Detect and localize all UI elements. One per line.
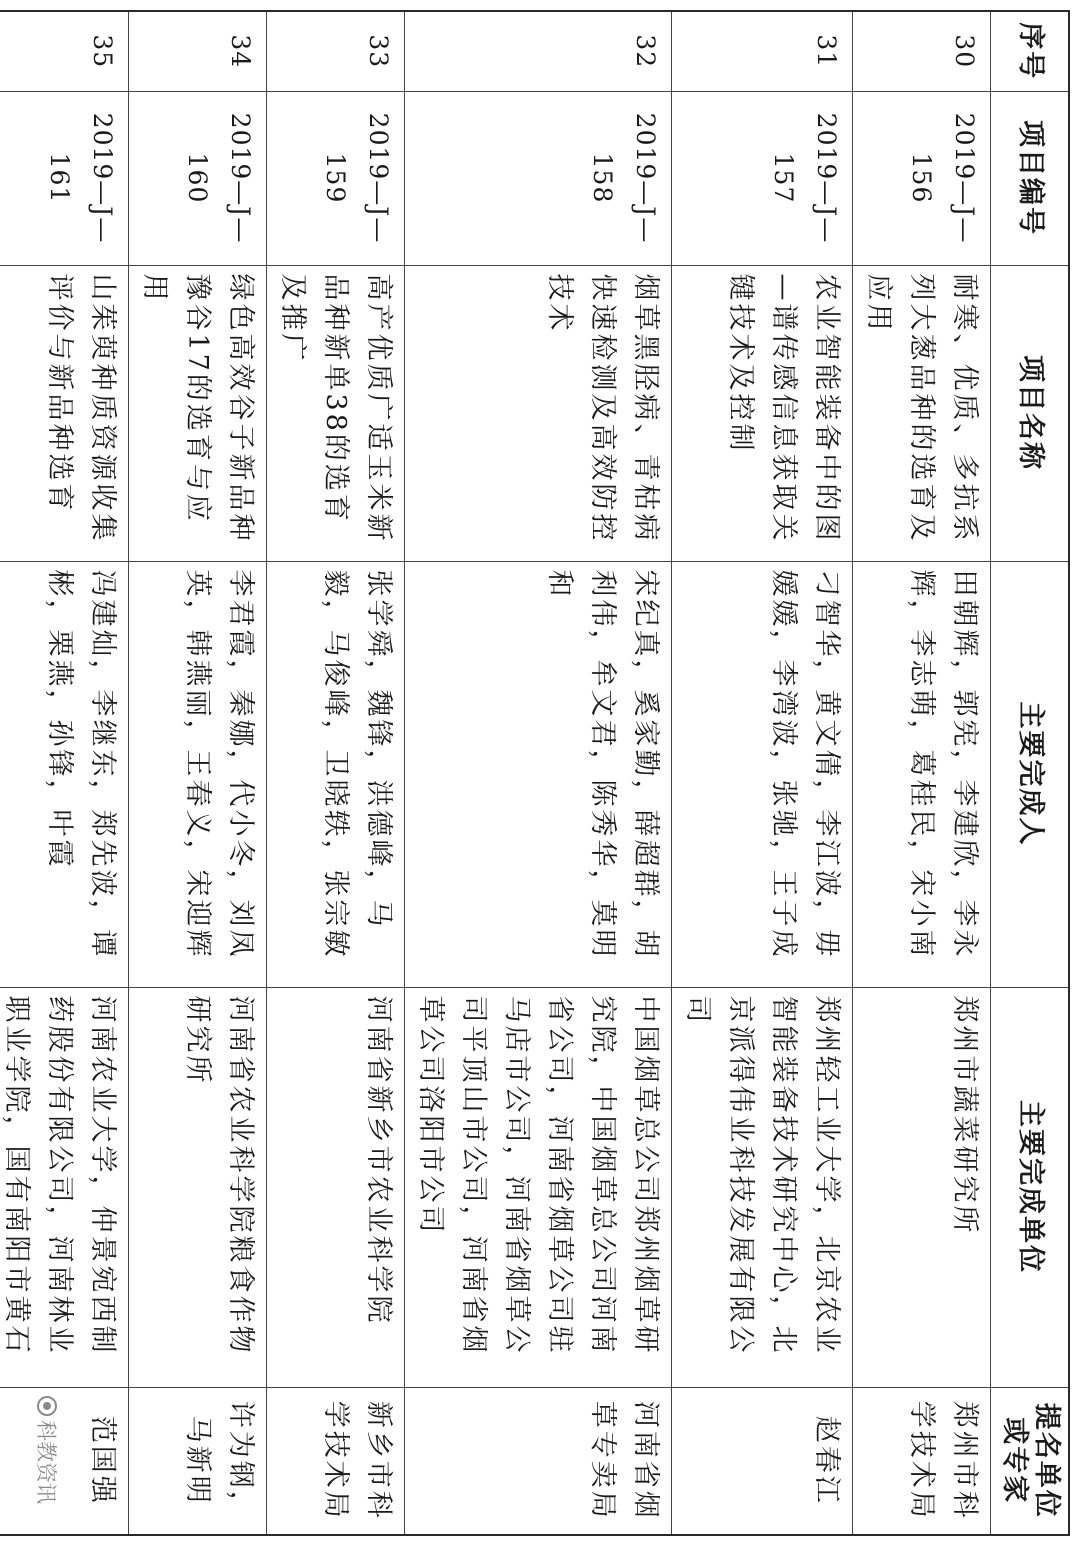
cell-recommender: 河南省烟草专卖局 [405,1387,672,1535]
cell-seq: 35 [0,11,129,91]
cell-recommender: 许为钢，马新明 [129,1387,267,1535]
cell-people: 刁智华，黄文倩，李江波，毋媛媛，李湾波，张驰，王子成 [672,561,853,987]
cell-people: 李君霞，秦娜，代小冬，刘凤英，韩燕丽，王春义，宋迎辉 [129,561,267,987]
header-people: 主要完成人 [991,561,1069,987]
cell-people: 宋纪真，奚家勤，薛超群，胡利伟，牟文君，陈秀华，莫明和 [405,561,672,987]
cell-code: 2019—J—160 [129,91,267,265]
header-name: 项目名称 [991,265,1069,561]
cell-code: 2019—J—157 [672,91,853,265]
cell-recommender: 郑州市科学技术局 [853,1387,991,1535]
table-row [0,11,129,1535]
cell-recommender: 范国强 [0,1387,129,1535]
cell-name: 耐寒、优质、多抗系列大葱品种的选育及应用 [853,265,991,561]
cell-seq: 31 [672,11,853,91]
table-row [129,11,267,1535]
cell-seq: 33 [267,11,405,91]
cell-code: 2019—J—161 [0,91,129,265]
cell-units: 郑州市蔬菜研究所 [853,987,991,1387]
watermark [32,1396,62,1512]
watermark-text: 科教资讯 [34,1420,58,1504]
header-seq: 序号 [991,11,1069,91]
table-row [267,11,405,1535]
cell-seq: 34 [129,11,267,91]
cell-code: 2019—J—158 [405,91,672,265]
cell-units: 河南省新乡市农业科学院 [267,987,405,1387]
cell-code: 2019—J—156 [853,91,991,265]
cell-name: 烟草黑胫病、青枯病快速检测及高效防控技术 [405,265,672,561]
cell-seq: 30 [853,11,991,91]
header-units: 主要完成单位 [991,987,1069,1387]
cell-people: 张学舜，魏锋，洪德峰，马毅，马俊峰，卫晓轶，张宗敏 [267,561,405,987]
table-row [853,11,991,1535]
cell-units: 郑州轻工业大学，北京农业智能装备技术研究中心，北京派得伟业科技发展有限公司 [672,987,853,1387]
cell-recommender: 赵春江 [672,1387,853,1535]
cell-units: 河南农业大学，仲景宛西制药股份有限公司，河南林业职业学院，国有南阳市黄石 [0,987,129,1387]
cell-people: 田朝辉，郭宪，李建欣，李永辉，李志萌，葛桂民，宋小南 [853,561,991,987]
table-row [672,11,853,1535]
cell-units: 河南省农业科学院粮食作物研究所 [129,987,267,1387]
header-code: 项目编号 [991,91,1069,265]
award-table [0,10,1070,1536]
header-recommender: 提名单位或专家 [991,1387,1069,1535]
cell-name: 山茱萸种质资源收集评价与新品种选育 [0,265,129,561]
wechat-icon [37,1396,57,1416]
cell-code: 2019—J—159 [267,91,405,265]
header-row [991,11,1069,1535]
table-row [405,11,672,1535]
cell-name: 农业智能装备中的图—谱传感信息获取关键技术及控制 [672,265,853,561]
cell-recommender: 新乡市科学技术局 [267,1387,405,1535]
cell-name: 绿色高效谷子新品种豫谷17的选育与应用 [129,265,267,561]
cell-name: 高产优质广适玉米新品种新单38的选育及推广 [267,265,405,561]
cell-seq: 32 [405,11,672,91]
cell-people: 冯建灿，李继东，郑先波，谭彬，栗燕，孙锋，叶霞 [0,561,129,987]
cell-units: 中国烟草总公司郑州烟草研究院，中国烟草总公司河南省公司，河南省烟草公司驻马店市公司，河南省烟草公司平顶山市公司，河南省烟草公司洛阳市公司 [405,987,672,1387]
